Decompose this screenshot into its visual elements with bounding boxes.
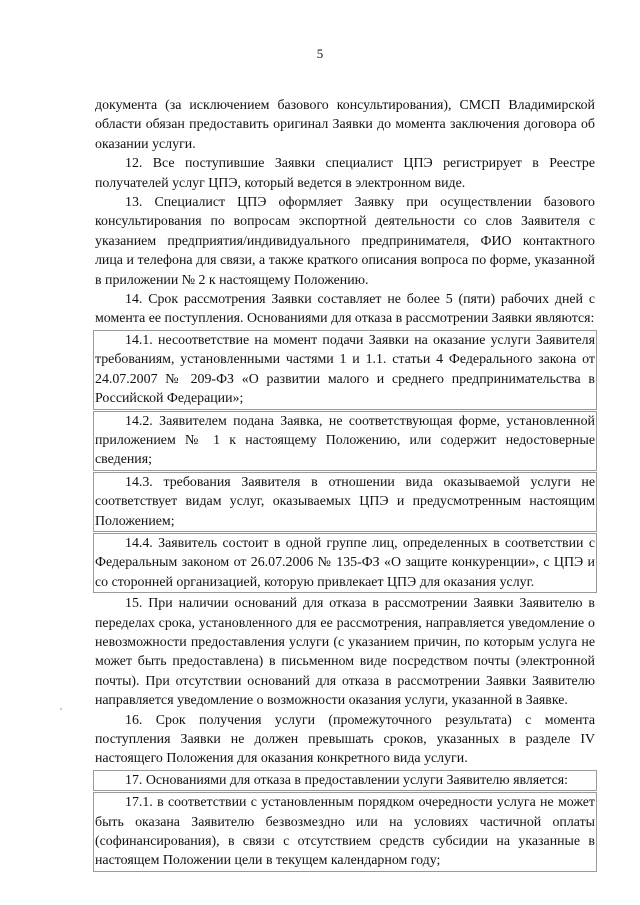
page-number: 5 bbox=[316, 46, 324, 61]
paragraph-14-2: 14.2. Заявителем подана Заявка, не соответствующая форме, установленной приложением № 1 к настоящему Положению, или содержит недостоверные сведения; bbox=[93, 411, 597, 471]
document-body bbox=[95, 96, 595, 873]
paragraph-17: 17. Основаниями для отказа в предоставлении услуги Заявителю является: bbox=[93, 770, 597, 791]
scan-speck bbox=[60, 708, 62, 710]
paragraph-17-1: 17.1. в соответствии с установленным порядком очередности услуга не может быть оказана Заявителю безвозмездно или на условиях частичной оплаты (софинансирования), в связи с отсутствием средств субсидии на указанные в настоящем Положении цели в текущем календарном году; bbox=[93, 792, 597, 872]
paragraph-14-4: 14.4. Заявитель состоит в одной группе лиц, определенных в соответствии с Федеральным законом от 26.07.2006 № 135-ФЗ «О защите конкуренции», с ЦПЭ и со сторонней организацией, которую привлекает ЦПЭ для оказания услуг. bbox=[93, 533, 597, 593]
paragraph-14-3: 14.3. требования Заявителя в отношении вида оказываемой услуги не соответствует видам услуг, оказываемых ЦПЭ и предусмотренным настоящим Положением; bbox=[93, 472, 597, 532]
paragraph-15: 15. При наличии оснований для отказа в рассмотрении Заявки Заявителю в переделах срока, установленного для ее рассмотрения, направляется уведомление о невозможности предоставления услуги (с указанием причин, по которым услуга не может быть предоставлена) в письменном виде посредством почты (электронной почты). При отсутствии оснований для отказа в рассмотрении Заявки Заявителю направляется уведомление о возможности оказания услуги, указанной в Заявке. bbox=[95, 596, 595, 709]
paragraph-continuation: документа (за исключением базового консультирования), СМСП Владимирской области обязан предоставить оригинал Заявки до момента заключения договора об оказании услуги. bbox=[95, 98, 595, 152]
paragraph-12: 12. Все поступившие Заявки специалист ЦПЭ регистрирует в Реестре получателей услуг ЦПЭ, который ведется в электронном виде. bbox=[95, 156, 595, 191]
paragraph-13: 13. Специалист ЦПЭ оформляет Заявку при осуществлении базового консультирования по вопросам экспортной деятельности со слов Заявителя с указанием предприятия/индивидуального предпринимателя, ФИО контактного лица и телефона для связи, а также краткого описания вопроса по форме, указанной в приложении № 2 к настоящему Положению. bbox=[95, 195, 595, 288]
paragraph-16: 16. Срок получения услуги (промежуточного результата) с момента поступления Заявки не должен превышать сроков, указанных в разделе IV настоящего Положения для оказания конкретного вида услуги. bbox=[95, 712, 595, 767]
paragraph-14: 14. Срок рассмотрения Заявки составляет не более 5 (пяти) рабочих дней с момента ее поступления. Основаниями для отказа в рассмотрении Заявки являются: bbox=[95, 292, 595, 327]
paragraph-14-1: 14.1. несоответствие на момент подачи Заявки на оказание услуги Заявителя требованиям, установленными частями 1 и 1.1. статьи 4 Федерального закона от 24.07.2007 № 209-ФЗ «О развитии малого и среднего предпринимательства в Российской Федерации»; bbox=[93, 330, 597, 410]
